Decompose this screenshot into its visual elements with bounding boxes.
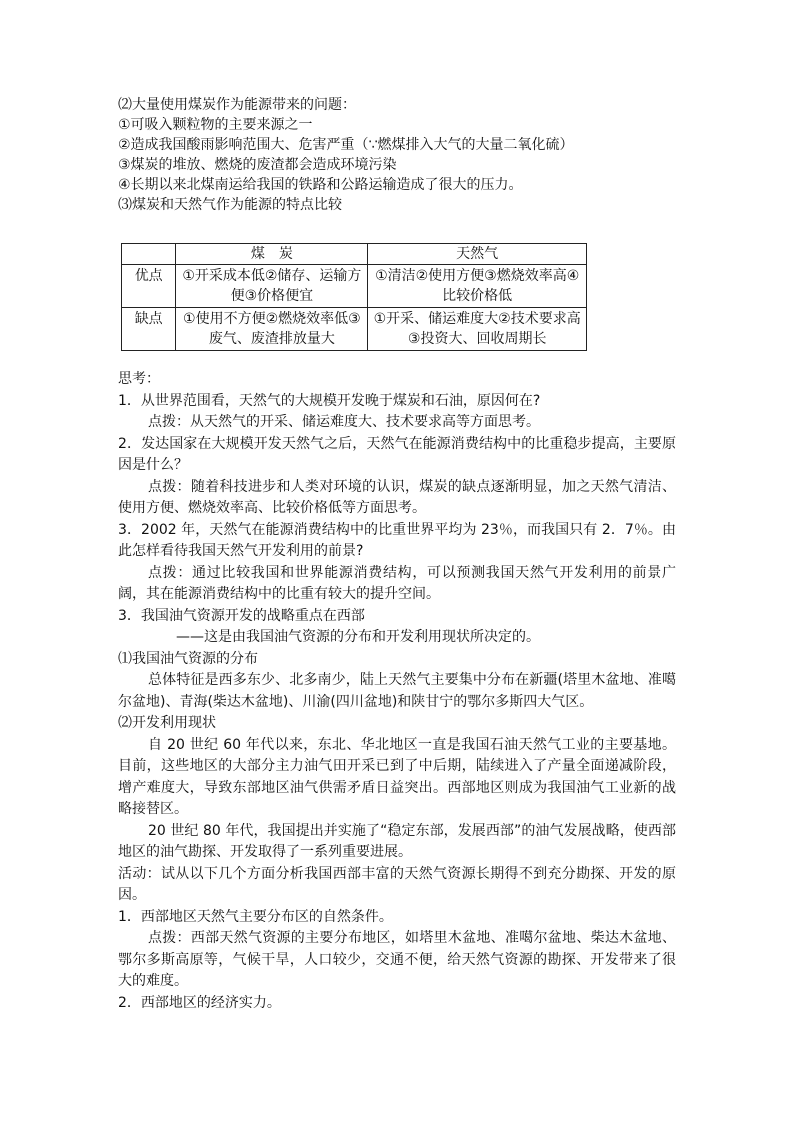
table-row-disadvantages	[122, 308, 587, 351]
section-3-heading: 3．我国油气资源开发的战略重点在西部	[118, 607, 365, 624]
status-paragraph-2: 20 世纪 80 年代，我国提出并实施了“稳定东部，发展西部”的油气发展战略，使西部地区的油气勘探、开发取得了一系列重要进展。	[118, 822, 676, 860]
row-label: 缺点	[122, 308, 176, 351]
row-label: 优点	[122, 265, 176, 308]
lower-section	[118, 369, 676, 1014]
section-3-subtitle: ——这是由我国油气资源的分布和开发利用现状所决定的。	[176, 629, 540, 645]
status-heading: ⑵开发利用现状	[118, 715, 216, 731]
hint-3: 点拨：通过比较我国和世界能源消费结构，可以预测我国天然气开发利用的前景广阔，其在能源消费结构中的比重有较大的提升空间。	[118, 564, 676, 602]
heading-coal-problems: ⑵大量使用煤炭作为能源带来的问题：	[118, 97, 356, 113]
problem-item-2: ②造成我国酸雨影响范围大、危害严重（∵燃煤排入大气的大量二氧化硫）	[118, 137, 574, 153]
distribution-heading: ⑴我国油气资源的分布	[118, 650, 258, 667]
problem-item-1: ①可吸入颗粒物的主要来源之一	[118, 117, 313, 133]
header-empty-cell	[122, 244, 176, 265]
header-gas: 天然气	[368, 244, 587, 265]
question-1: 1．从世界范围看，天然气的大规模开发晚于煤炭和石油，原因何在?	[118, 392, 541, 409]
activity-prompt: 活动：试从以下几个方面分析我国西部丰富的天然气资源长期得不到充分勘探、开发的原因。	[118, 865, 676, 903]
heading-comparison: ⑶煤炭和天然气作为能源的特点比较	[118, 197, 342, 213]
problem-item-3: ③煤炭的堆放、燃烧的废渣都会造成环境污染	[118, 157, 397, 173]
coal-cell: ①开采成本低②储存、运输方便③价格便宜	[176, 265, 368, 308]
distribution-paragraph: 总体特征是西多东少、北多南少，陆上天然气主要集中分布在新疆(塔里木盆地、准噶尔盆地)、青海(柴达木盆地)、川渝(四川盆地)和陕甘宁的鄂尔多斯四大气区。	[118, 672, 676, 710]
gas-cell: ①开采、储运难度大②技术要求高③投资大、回收周期长	[368, 308, 587, 351]
gas-cell: ①清洁②使用方便③燃烧效率高④比较价格低	[368, 265, 587, 308]
table-header-row	[122, 244, 587, 265]
table-row-advantages	[122, 265, 587, 308]
status-paragraph-1: 自 20 世纪 60 年代以来，东北、华北地区一直是我国石油天然气工业的主要基地。目前，这些地区的大部分主力油气田开采已到了中后期，陆续进入了产量全面递减阶段，增产难度大，导致东部地区油气供需矛盾日益突出。西部地区则成为我国油气工业新的战略接替区。	[118, 736, 676, 817]
coal-cell: ①使用不方便②燃烧效率低③废气、废渣排放量大	[176, 308, 368, 351]
header-coal: 煤 炭	[176, 244, 368, 265]
question-3: 3．2002 年，天然气在能源消费结构中的比重世界平均为 23％，而我国只有 2．7％。由此怎样看待我国天然气开发利用的前景?	[118, 521, 676, 559]
problem-item-4: ④长期以来北煤南运给我国的铁路和公路运输造成了很大的压力。	[118, 177, 523, 193]
activity-item-1: 1．西部地区天然气主要分布区的自然条件。	[118, 908, 393, 925]
think-label: 思考：	[118, 371, 160, 387]
comparison-table	[121, 243, 587, 351]
activity-hint-1: 点拨：西部天然气资源的主要分布地区，如塔里木盆地、准噶尔盆地、柴达木盆地、鄂尔多斯高原等，气候干旱，人口较少，交通不便，给天然气资源的勘探、开发带来了很大的难度。	[118, 930, 676, 989]
question-2: 2．发达国家在大规模开发天然气之后，天然气在能源消费结构中的比重稳步提高，主要原因是什么？	[118, 435, 676, 473]
upper-section	[118, 95, 678, 215]
hint-2: 点拨：随着科技进步和人类对环境的认识，煤炭的缺点逐渐明显，加之天然气清洁、使用方便、燃烧效率高、比较价格低等方面思考。	[118, 478, 676, 516]
hint-1: 点拨：从天然气的开采、储运难度大、技术要求高等方面思考。	[148, 414, 540, 430]
activity-item-2: 2．西部地区的经济实力。	[118, 994, 281, 1011]
